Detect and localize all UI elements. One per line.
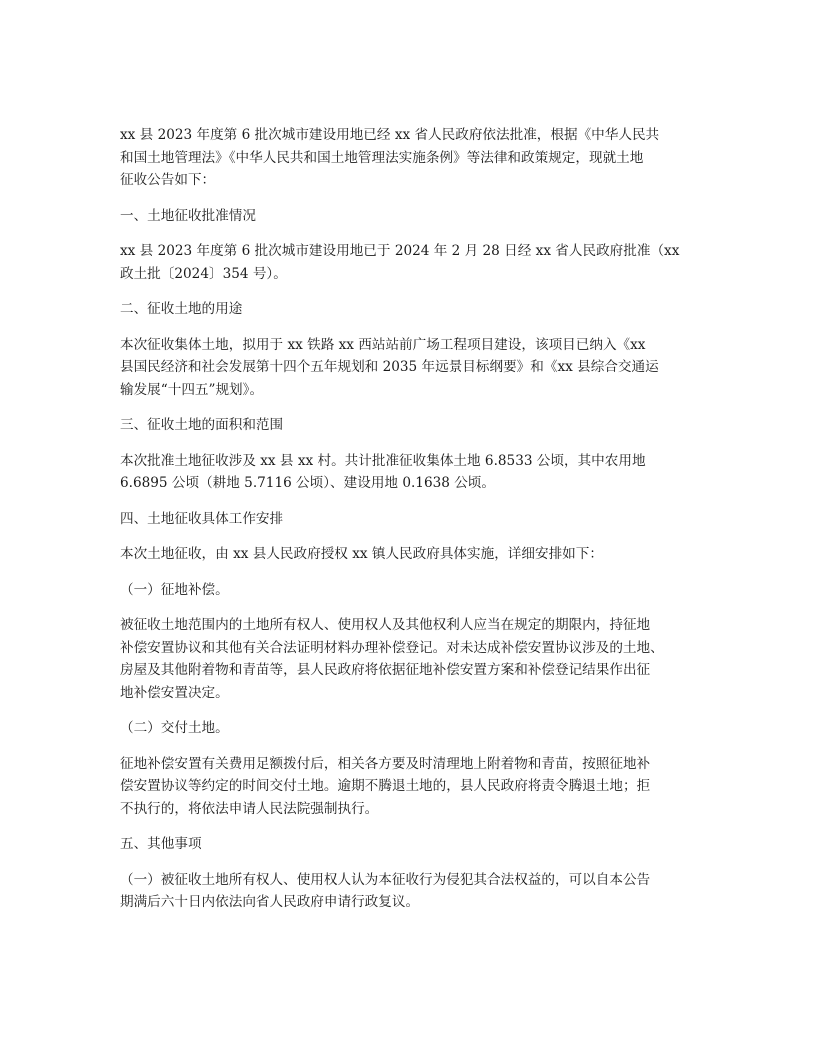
heading-text: 二、征收土地的用途 bbox=[120, 301, 243, 317]
heading-text: 一、土地征收批准情况 bbox=[120, 207, 256, 224]
text-line: 征地补偿安置有关费用足额拨付后，相关各方要及时清理地上附着物和青苗，按照征地补 bbox=[120, 755, 651, 772]
text-line: 房屋及其他附着物和青苗等，县人民政府将依据征地补偿安置方案和补偿登记结果作出征 bbox=[120, 662, 651, 678]
text-line: 本次征收集体土地，拟用于 xx 铁路 xx 西站站前广场工程项目建设，该项目已纳入《xx bbox=[120, 336, 646, 353]
text-line: 补偿安置协议和其他有关合法证明材料办理补偿登记。对未达成补偿安置协议涉及的土地、 bbox=[120, 639, 664, 656]
paragraph-purpose bbox=[120, 334, 700, 402]
heading-text: （二）交付土地。 bbox=[120, 720, 229, 736]
text-line: xx 县 2023 年度第 6 批次城市建设用地已经 xx 省人民政府依法批准，根据《中华人民共 bbox=[120, 127, 660, 143]
paragraph-other bbox=[120, 869, 700, 914]
text-line: 县国民经济和社会发展第十四个五年规划和 2035 年远景目标纲要》和《xx 县综合交通运 bbox=[120, 359, 659, 375]
text-line: 征收公告如下： bbox=[120, 172, 216, 188]
heading-text: （一）征地补偿。 bbox=[120, 581, 229, 598]
section-heading-area bbox=[120, 414, 700, 437]
paragraph-compensation bbox=[120, 614, 700, 704]
text-line: 地补偿安置决定。 bbox=[120, 684, 229, 701]
paragraph-intro bbox=[120, 124, 700, 192]
text-line: （一）被征收土地所有权人、使用权人认为本征收行为侵犯其合法权益的，可以自本公告 bbox=[120, 871, 651, 888]
text-line: xx 县 2023 年度第 6 批次城市建设用地已于 2024 年 2 月 28 日经 xx 省人民政府批准（xx bbox=[120, 243, 680, 259]
heading-text: 三、征收土地的面积和范围 bbox=[120, 417, 284, 433]
section-heading-other bbox=[120, 833, 700, 856]
paragraph-area bbox=[120, 450, 700, 495]
text-line: 偿安置协议等约定的时间交付土地。逾期不腾退土地的，县人民政府将责令腾退土地；拒 bbox=[120, 778, 651, 794]
paragraph-delivery bbox=[120, 753, 700, 821]
document-body bbox=[120, 124, 700, 927]
text-line: 不执行的，将依法申请人民法院强制执行。 bbox=[120, 800, 379, 817]
text-line: 被征收土地范围内的土地所有权人、使用权人及其他权利人应当在规定的期限内，持征地 bbox=[120, 617, 651, 633]
heading-text: 五、其他事项 bbox=[120, 836, 202, 852]
section-heading-purpose bbox=[120, 298, 700, 321]
text-line: 6.6895 公顷（耕地 5.7116 公顷）、建设用地 0.1638 公顷。 bbox=[120, 475, 495, 491]
text-line: 和国土地管理法》《中华人民共和国土地管理法实施条例》等法律和政策规定，现就土地 bbox=[120, 149, 644, 166]
text-line: 本次批准土地征收涉及 xx 县 xx 村。共计批准征收集体土地 6.8533 公顷，其中农用地 bbox=[120, 452, 646, 469]
heading-text: 四、土地征收具体工作安排 bbox=[120, 510, 284, 527]
text-line: 输发展“十四五”规划》。 bbox=[120, 381, 264, 398]
section-heading-approval bbox=[120, 205, 700, 228]
text-line: 期满后六十日内依法向省人民政府申请行政复议。 bbox=[120, 894, 420, 910]
paragraph-arrangement bbox=[120, 543, 700, 566]
paragraph-approval bbox=[120, 240, 700, 285]
subheading-compensation bbox=[120, 579, 700, 602]
text-line: 政土批〔2024〕354 号）。 bbox=[120, 265, 287, 282]
text-line: 本次土地征收，由 xx 县人民政府授权 xx 镇人民政府具体实施，详细安排如下： bbox=[120, 546, 603, 562]
section-heading-arrangement bbox=[120, 508, 700, 531]
subheading-delivery bbox=[120, 717, 700, 740]
